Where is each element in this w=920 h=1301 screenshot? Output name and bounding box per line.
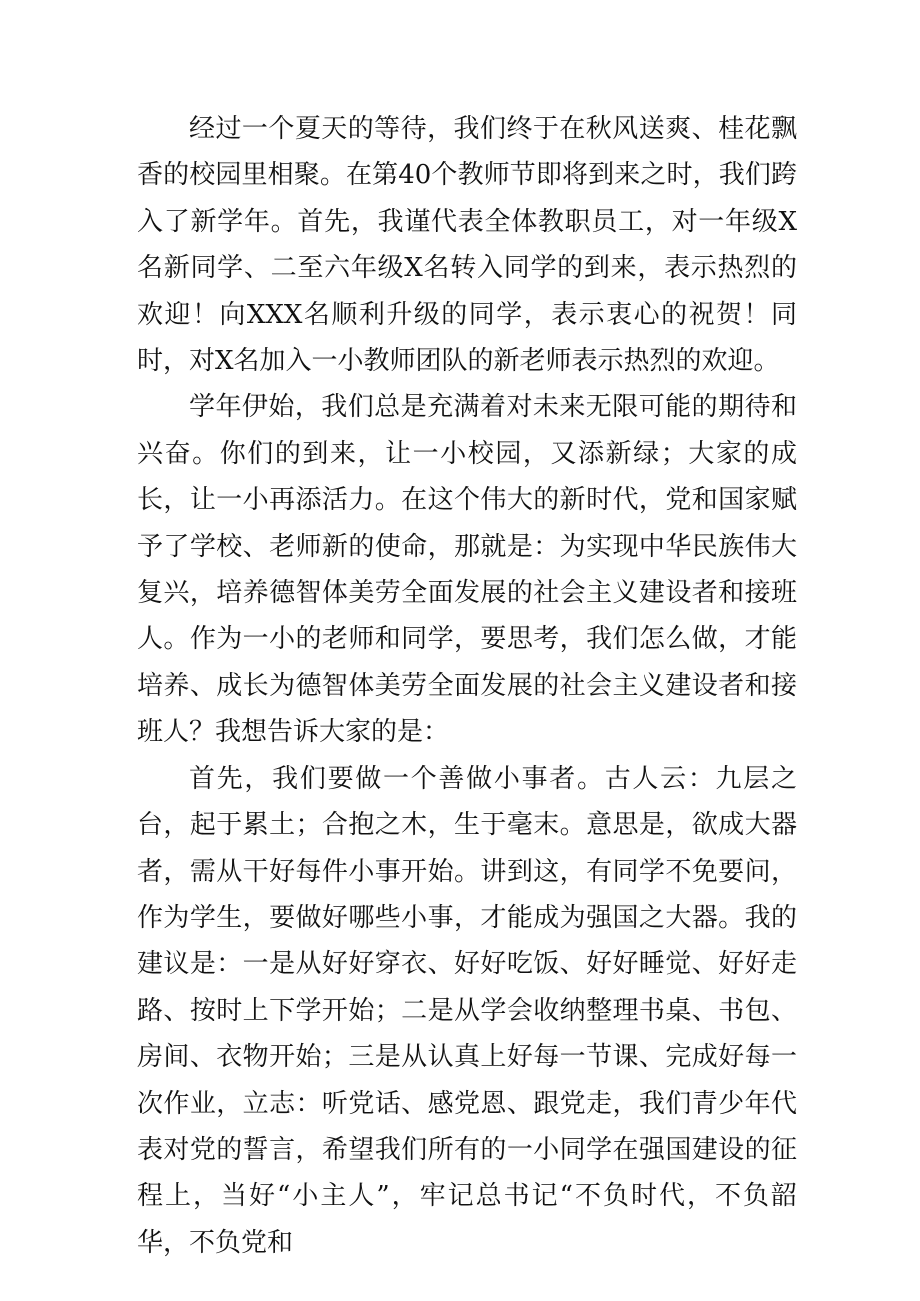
paragraph-2: 学年伊始，我们总是充满着对未来无限可能的期待和兴奋。你们的到来，让一小校园，又添新绿；大家的成长，让一小再添活力。在这个伟大的新时代，党和国家赋予了学校、老师新的使命，那就是：为实现中华民族伟大复兴，培养德智体美劳全面发展的社会主义建设者和接班人。作为一小的老师和同学，要思考，我们怎么做，才能培养、成长为德智体美劳全面发展的社会主义建设者和接班人？我想告诉大家的是： bbox=[137, 392, 797, 748]
paragraph-1: 经过一个夏天的等待，我们终于在秋风送爽、桂花飘香的校园里相聚。在第40个教师节即将到来之时，我们跨入了新学年。首先，我谨代表全体教职员工，对一年级X名新同学、二至六年级X名转入同学的到来，表示热烈的欢迎！向XXX名顺利升级的同学，表示衷心的祝贺！同时，对X名加入一小教师团队的新老师表示热烈的欢迎。 bbox=[137, 114, 797, 377]
paragraph-3: 首先，我们要做一个善做小事者。古人云：九层之台，起于累土；合抱之木，生于毫末。意思是，欲成大器者，需从干好每件小事开始。讲到这，有同学不免要问，作为学生，要做好哪些小事，才能成为强国之大器。我的建议是：一是从好好穿衣、好好吃饭、好好睡觉、好好走路、按时上下学开始；二是从学会收纳整理书桌、书包、房间、衣物开始；三是从认真上好每一节课、完成好每一次作业，立志：听党话、感党恩、跟党走，我们青少年代表对党的誓言，希望我们所有的一小同学在强国建设的征程上，当好“小主人”，牢记总书记“不负时代，不负韶华，不负党和 bbox=[137, 763, 797, 1258]
document-body bbox=[137, 106, 797, 1266]
